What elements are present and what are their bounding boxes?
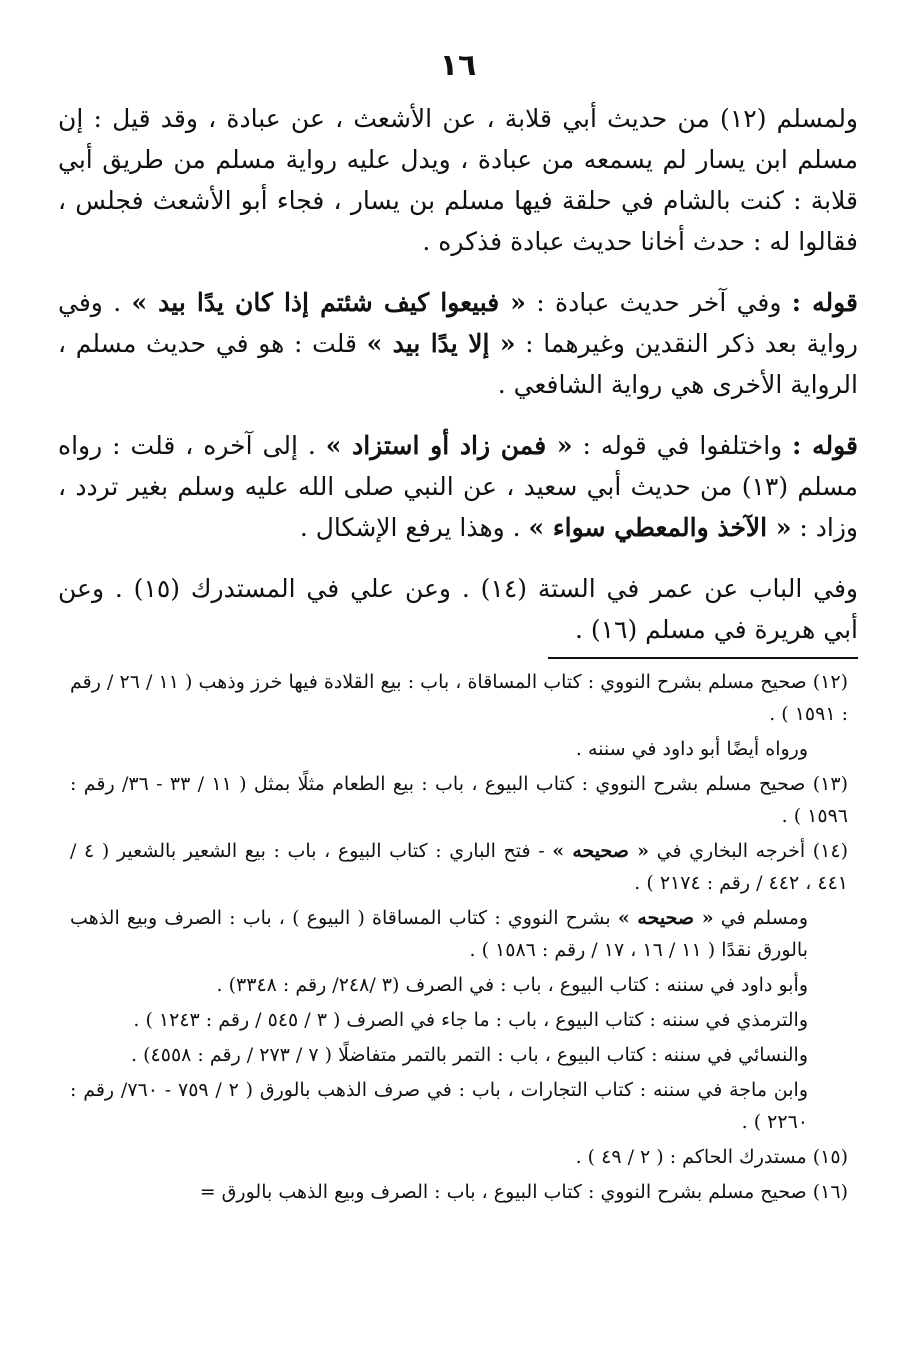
paragraph	[58, 282, 858, 405]
text-run: (١٤) أخرجه البخاري في	[649, 840, 848, 862]
text-run: والترمذي في سننه : كتاب البيوع ، باب : ما جاء في الصرف ( ٣ / ٥٤٥ / رقم : ١٢٤٣ ) .	[133, 1009, 808, 1031]
text-run: (١٦) صحيح مسلم بشرح النووي : كتاب البيوع ، باب : الصرف وبيع الذهب بالورق =	[199, 1181, 848, 1203]
bold-phrase: قوله :	[792, 431, 858, 460]
bold-phrase: « فبيعوا كيف شئتم إذا كان يدًا بيد »	[131, 288, 526, 317]
bold-phrase: « صحيحه »	[552, 840, 649, 862]
text-run: ولمسلم (١٢) من حديث أبي قلابة ، عن الأشعث ، عن عبادة ، وقد قيل : إن مسلم ابن يسار لم يسمعه من عبادة ، ويدل عليه رواية مسلم من طريق أبي قلابة : كنت بالشام في حلقة فيها مسلم بن يسار ، فجاء أبو الأشعث فجلس ، فقالوا له : حدث أخانا حديث عبادة فذكره .	[58, 104, 859, 256]
bold-phrase: « صحيحه »	[617, 907, 714, 929]
text-run: وابن ماجة في سننه : كتاب التجارات ، باب : في صرف الذهب بالورق ( ٢ / ٧٥٩ - ٧٦٠/ رقم : ٢٢٦٠ ) .	[70, 1079, 809, 1133]
bold-phrase: « إلا يدًا بيد »	[366, 329, 516, 358]
text-run: (١٢) صحيح مسلم بشرح النووي : كتاب المساقاة ، باب : بيع القلادة فيها خرز وذهب ( ١١ / ٢٦ / رقم : ١٥٩١ ) .	[70, 671, 848, 725]
text-run: . وهذا يرفع الإشكال .	[299, 513, 529, 542]
main-text	[58, 98, 858, 670]
footnote	[70, 835, 848, 899]
text-run: وأبو داود في سننه : كتاب البيوع ، باب : في الصرف (٣ /٢٤٨/ رقم : ٣٣٤٨) .	[216, 974, 808, 996]
footnote-continuation	[70, 969, 848, 1001]
text-run: (١٥) مستدرك الحاكم : ( ٢ / ٤٩ ) .	[575, 1146, 848, 1168]
footnote-continuation	[70, 1039, 848, 1071]
footnote-continuation	[70, 1074, 848, 1138]
text-run: قلت : هو في حديث مسلم ، الرواية الأخرى هي رواية الشافعي .	[58, 329, 858, 399]
footnote	[70, 1176, 848, 1208]
text-run: وفي آخر حديث عبادة :	[525, 288, 792, 317]
text-run: بشرح النووي : كتاب المساقاة ( البيوع ) ، باب : الصرف وبيع الذهب بالورق نقدًا ( ١١ / ١٦ ، ١٧ / رقم : ١٥٨٦ ) .	[70, 907, 808, 961]
page-number: ١٦	[439, 48, 477, 83]
paragraph	[58, 98, 858, 262]
footnote-continuation	[70, 1004, 848, 1036]
text-run: وفي الباب عن عمر في الستة (١٤) . وعن علي في المستدرك (١٥) . وعن أبي هريرة في مسلم (١٦) .	[58, 574, 858, 644]
footnote	[70, 768, 848, 832]
bold-phrase: « فمن زاد أو استزاد »	[325, 431, 573, 460]
text-run: (١٣) صحيح مسلم بشرح النووي : كتاب البيوع ، باب : بيع الطعام مثلًا بمثل ( ١١ / ٣٣ - ٣٦/ رقم : ١٥٩٦ ) .	[70, 773, 848, 827]
footnote	[70, 666, 848, 730]
text-run: والنسائي في سننه : كتاب البيوع ، باب : التمر بالتمر متفاضلًا ( ٧ / ٢٧٣ / رقم : ٤٥٥٨) .	[131, 1044, 808, 1066]
bold-phrase: قوله :	[791, 288, 858, 317]
footnote	[70, 1141, 848, 1173]
footnote-continuation	[70, 902, 848, 966]
footnotes	[70, 666, 848, 1211]
text-run: . إلى آخره ، قلت : رواه مسلم (١٣) من حديث أبي سعيد ، عن النبي صلى الله عليه وسلم بغير تردد ، وزاد :	[58, 431, 858, 542]
paragraph	[58, 568, 858, 650]
bold-phrase: « الآخذ والمعطي سواء »	[528, 513, 792, 542]
paragraph	[58, 425, 858, 548]
footnote-continuation	[70, 733, 848, 765]
text-run: ومسلم في	[713, 907, 809, 929]
text-run: ورواه أيضًا أبو داود في سننه .	[575, 738, 808, 760]
text-run: واختلفوا في قوله :	[572, 431, 793, 460]
footnote-separator	[548, 657, 858, 659]
text-run: . وفي رواية بعد ذكر النقدين وغيرهما :	[58, 288, 858, 358]
text-run: - فتح الباري : كتاب البيوع ، باب : بيع الشعير بالشعير ( ٤ / ٤٤١ ، ٤٤٢ / رقم : ٢١٧٤ ) .	[70, 840, 848, 894]
